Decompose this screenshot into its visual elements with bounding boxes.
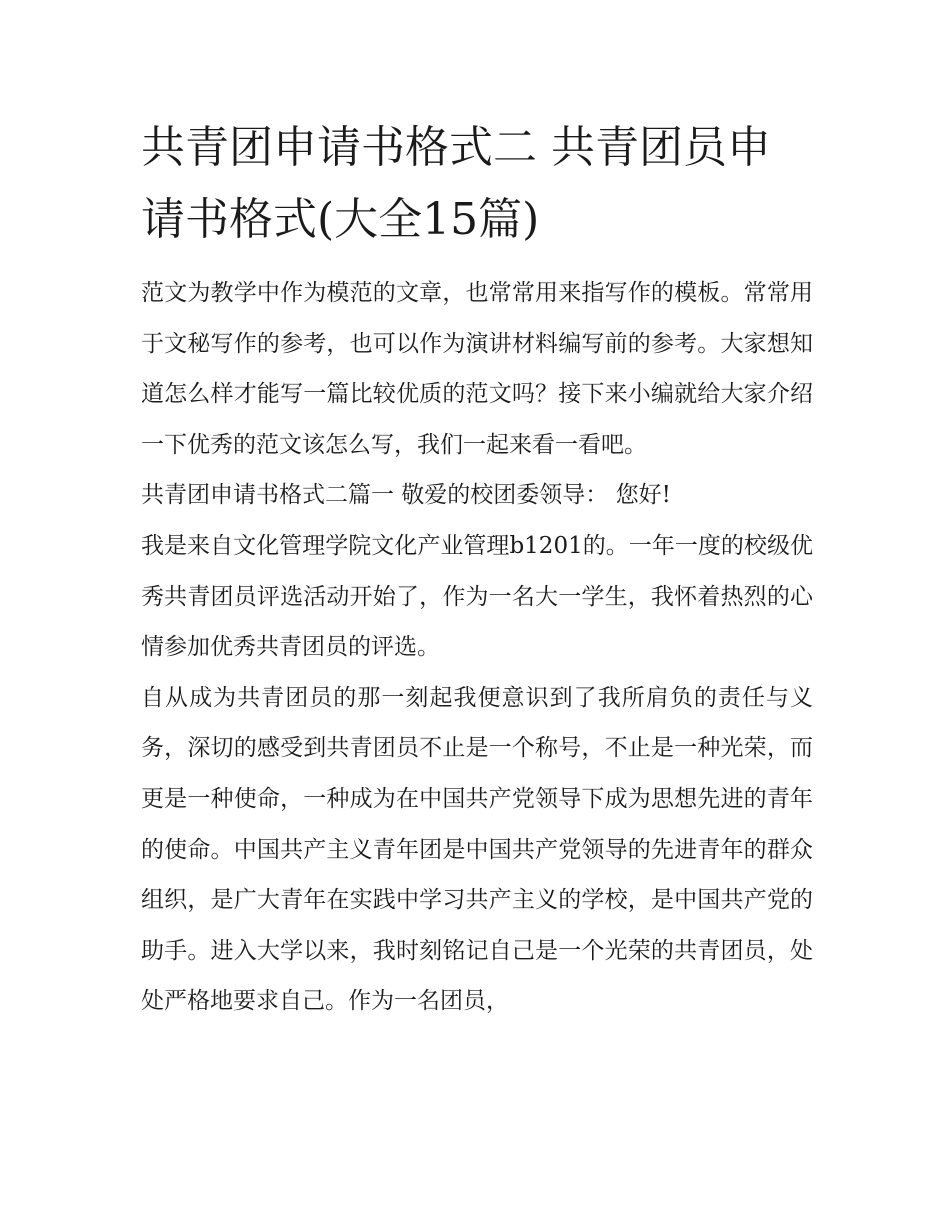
document-page <box>141 112 813 1027</box>
paragraph-self-intro: 我是来自文化管理学院文化产业管理b1201的。一年一度的校级优秀共青团员评选活动开始了，作为一名大一学生，我怀着热烈的心情参加优秀共青团员的评选。 <box>141 532 813 661</box>
document-title: 共青团申请书格式二 共青团员申请书格式(大全15篇) <box>141 122 771 245</box>
paragraph-intro: 范文为教学中作为模范的文章，也常常用来指写作的模板。常常用于文秘写作的参考，也可以作为演讲材料编写前的参考。大家想知道怎么样才能写一篇比较优质的范文吗？接下来小编就给大家介绍一下优秀的范文该怎么写，我们一起来看一看吧。 <box>141 280 813 458</box>
paragraph-body: 自从成为共青团员的那一刻起我便意识到了我所肩负的责任与义务，深切的感受到共青团员不止是一个称号，不止是一种光荣，而更是一种使命，一种成为在中国共产党领导下成为思想先进的青年的使命。中国共产主义青年团是中国共产党领导的先进青年的群众组织，是广大青年在实践中学习共产主义的学校，是中国共产党的助手。进入大学以来，我时刻铭记自己是一个光荣的共青团员，处处严格地要求自己。作为一名团员， <box>141 684 813 1015</box>
paragraph-salutation: 共青团申请书格式二篇一 敬爱的校团委领导： 您好! <box>141 482 671 509</box>
